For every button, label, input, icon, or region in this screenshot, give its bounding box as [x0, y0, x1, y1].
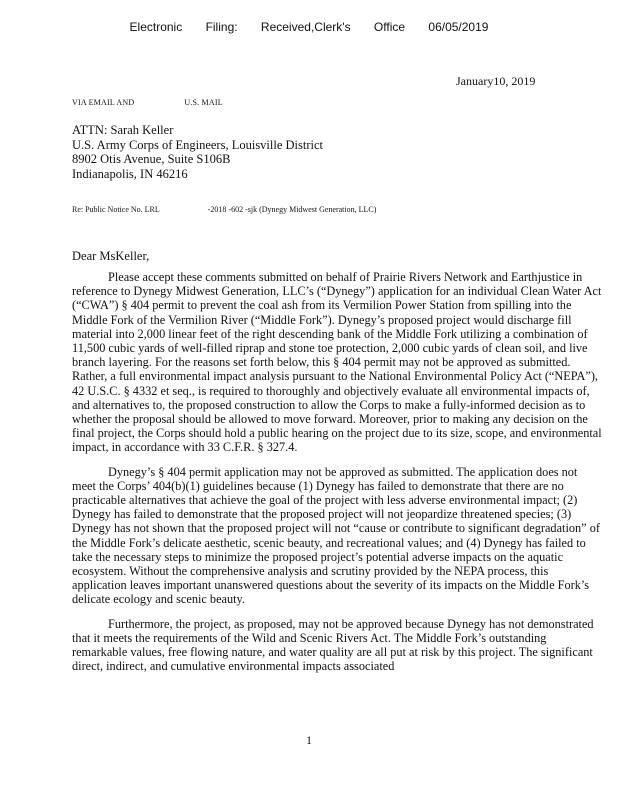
- body-paragraph: Dynegy’s § 404 permit application may not be approved as submitted. The application does not meet the Corps’ 404(b)(1) guidelines because (1) Dynegy has failed to demonstrate that there are no practicable alternatives that achieve the goal of the project with less adverse environmental impact; (2) Dynegy has failed to demonstrate that the proposed project will not jeopardize threatened species; (3) Dynegy has not shown that the proposed project will not “cause or contribute to significant degradation” of the Middle Fork’s delicate aesthetic, scenic beauty, and recreational values; and (4) Dynegy has failed to take the necessary steps to minimize the proposed project’s potential adverse impacts on the aquatic ecosystem. Without the comprehensive analysis and scrutiny provided by the NEPA process, this application leaves important unanswered questions about the severity of its impacts on the Middle Fork’s delicate ecology and scenic beauty.: [72, 464, 600, 607]
- delivery-method-mail: U.S. MAIL: [184, 98, 223, 107]
- re-line: [72, 205, 376, 214]
- header-received: Received,Clerk's: [260, 20, 351, 34]
- header-electronic: Electronic: [129, 20, 183, 34]
- delivery-method: [72, 98, 223, 107]
- address-street: 8902 Otis Avenue, Suite S106B: [72, 152, 231, 167]
- delivery-method-email: VIA EMAIL AND: [72, 98, 135, 107]
- address-attn: ATTN: Sarah Keller: [72, 123, 174, 137]
- letter-date: January10, 2019: [456, 74, 536, 88]
- page-number: 1: [306, 733, 312, 747]
- electronic-filing-header: [0, 20, 618, 34]
- header-filing: Filing:: [205, 20, 238, 34]
- header-filed-date: 06/05/2019: [428, 20, 489, 34]
- address-city: Indianapolis, IN 46216: [72, 166, 188, 181]
- address-org: U.S. Army Corps of Engineers, Louisville District: [72, 137, 324, 152]
- recipient-address: [72, 123, 323, 181]
- letter-body: [72, 270, 604, 683]
- salutation: Dear MsKeller,: [72, 249, 150, 263]
- re-number: -2018 -602 -sjk (Dynegy Midwest Generation, LLC): [207, 205, 377, 214]
- header-office: Office: [373, 20, 406, 34]
- body-paragraph: Furthermore, the project, as proposed, may not be approved because Dynegy has not demonstrated that it meets the requirements of the Wild and Scenic Rivers Act. The Middle Fork’s outstanding remarkable values, free flowing nature, and water quality are all put at risk by this project. The significant direct, indirect, and cumulative environmental impacts associated: [72, 616, 594, 674]
- re-prefix: Re: Public Notice No. LRL: [72, 205, 160, 214]
- body-paragraph: Please accept these comments submitted on behalf of Prairie Rivers Network and Earthjustice in reference to Dynegy Midwest Generation, LLC’s (“Dynegy”) application for an individual Clean Water Act (“CWA”) § 404 permit to prevent the coal ash from its Vermilion Power Station from spilling into the Middle Fork of the Vermilion River (“Middle Fork”). Dynegy’s proposed project would discharge fill material into 2,000 linear feet of the right descending bank of the Middle Fork utilizing a combination of 11,500 cubic yards of well-filled riprap and stone toe protection, 2,000 cubic yards of clean soil, and live branch layering. For the reasons set forth below, this § 404 permit may not be approved as submitted. Rather, a full environmental impact analysis pursuant to the National Environmental Policy Act (“NEPA”), 42 U.S.C. § 4332 et seq., is required to thoroughly and objectively evaluate all environmental impacts of, and alternatives to, the proposed construction to allow the Corps to make a fully-informed decision as to whether the proposal should be allowed to move forward. Moreover, prior to making any decision on the final project, the Corps should hold a public hearing on the project due to its size, scope, and environmental impact, in accordance with 33 C.F.R. § 327.4.: [72, 270, 602, 455]
